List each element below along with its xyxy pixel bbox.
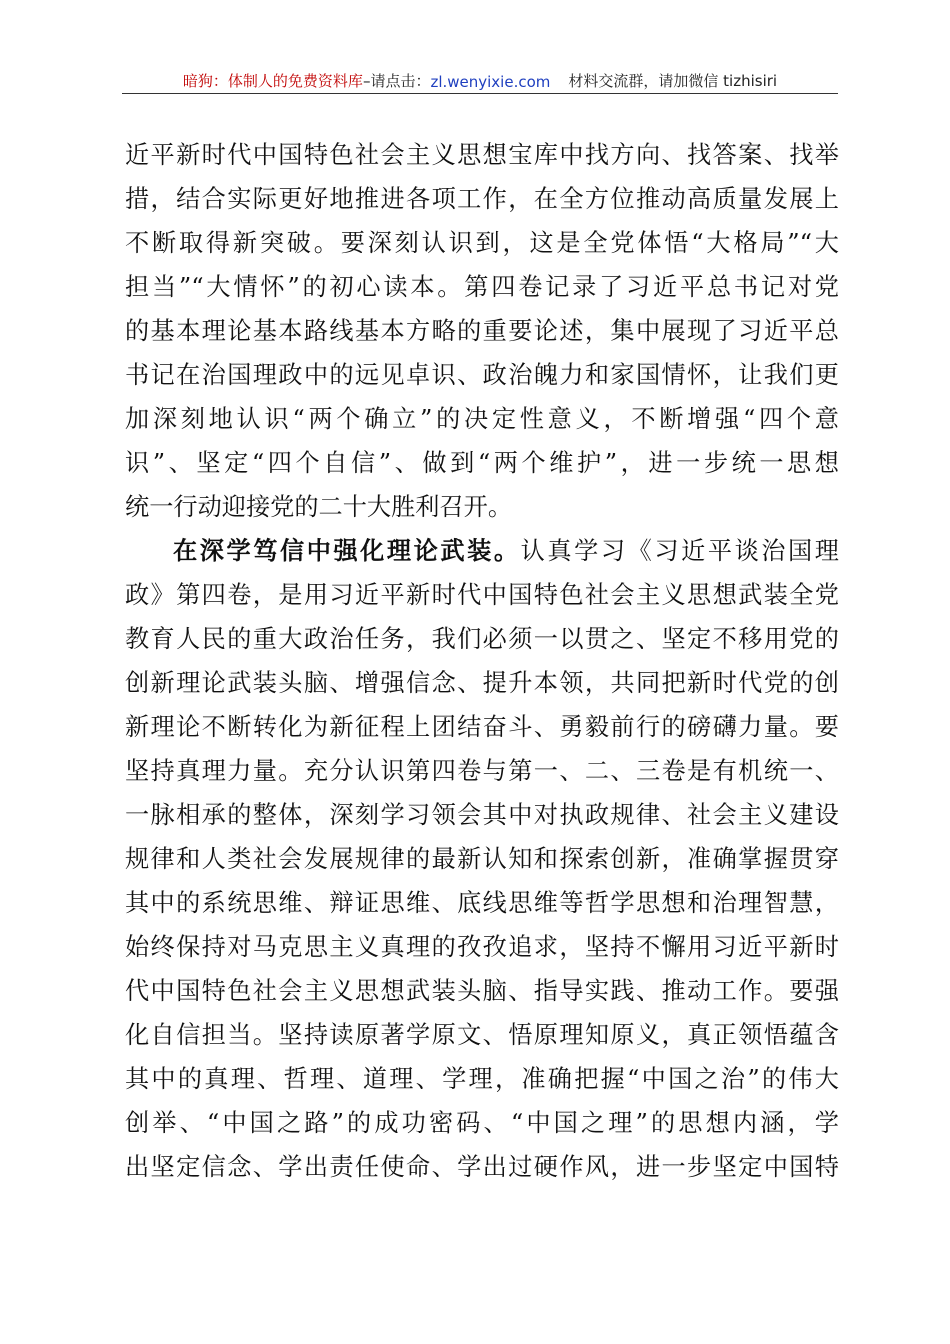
text-line: 不断取得新突破。要深刻认识到，这是全党体悟“大格局”“大: [125, 229, 839, 257]
header-contact: 材料交流群，请加微信 tizhisiri: [568, 72, 778, 90]
text-line: 书记在治国理政中的远见卓识、政治魄力和家国情怀，让我们更: [125, 361, 839, 389]
paragraph-2: [125, 529, 839, 1189]
text-line: 创举、“中国之路”的成功密码、“中国之理”的思想内涵，学: [125, 1109, 839, 1137]
text-line: 担当”“大情怀”的初心读本。第四卷记录了习近平总书记对党: [125, 273, 839, 301]
text-line: 措，结合实际更好地推进各项工作，在全方位推动高质量发展上: [125, 185, 839, 213]
text-line: 近平新时代中国特色社会主义思想宝库中找方向、找答案、找举: [125, 141, 839, 169]
text-line: 教育人民的重大政治任务，我们必须一以贯之、坚定不移用党的: [125, 625, 839, 653]
paragraph-1: [125, 133, 839, 529]
text-line: 加深刻地认识“两个确立”的决定性意义，不断增强“四个意: [125, 405, 839, 433]
paragraph-lead: 认真学习《习近平谈治国理: [520, 537, 839, 565]
text-line: 规律和人类社会发展规律的最新认知和探索创新，准确掌握贯穿: [125, 845, 839, 873]
text-line: 创新理论武装头脑、增强信念、提升本领，共同把新时代党的创: [125, 669, 839, 697]
text-line: 出坚定信念、学出责任使命、学出过硬作风，进一步坚定中国特: [125, 1153, 839, 1181]
text-line: 新理论不断转化为新征程上团结奋斗、勇毅前行的磅礴力量。要: [125, 713, 839, 741]
header-separator: –请点击：: [362, 72, 431, 90]
text-line: 统一行动迎接党的二十大胜利召开。: [125, 493, 513, 521]
text-line: 的基本理论基本路线基本方略的重要论述，集中展现了习近平总: [125, 317, 839, 345]
header-brand: 暗狗：体制人的免费资料库: [182, 72, 363, 90]
text-line: 代中国特色社会主义思想武装头脑、指导实践、推动工作。要强: [125, 977, 839, 1005]
header-url-link[interactable]: zl.wenyixie.com: [430, 73, 551, 91]
text-line: 坚持真理力量。充分认识第四卷与第一、二、三卷是有机统一、: [125, 757, 839, 785]
text-line: 始终保持对马克思主义真理的孜孜追求，坚持不懈用习近平新时: [125, 933, 839, 961]
page-header: [122, 70, 838, 94]
text-line: 一脉相承的整体，深刻学习领会其中对执政规律、社会主义建设: [125, 801, 839, 829]
text-line: 识”、坚定“四个自信”、做到“两个维护”，进一步统一思想: [125, 449, 839, 477]
text-line: 其中的真理、哲理、道理、学理，准确把握“中国之治”的伟大: [125, 1065, 839, 1093]
paragraph-first-line: [125, 529, 839, 573]
text-line: 政》第四卷，是用习近平新时代中国特色社会主义思想武装全党: [125, 581, 839, 609]
paragraph-heading: 在深学笃信中强化理论武装。: [173, 536, 521, 565]
text-line: 化自信担当。坚持读原著学原文、悟原理知原义，真正领悟蕴含: [125, 1021, 839, 1049]
text-line: 其中的系统思维、辩证思维、底线思维等哲学思想和治理智慧，: [125, 889, 839, 917]
document-body: [125, 133, 839, 1189]
